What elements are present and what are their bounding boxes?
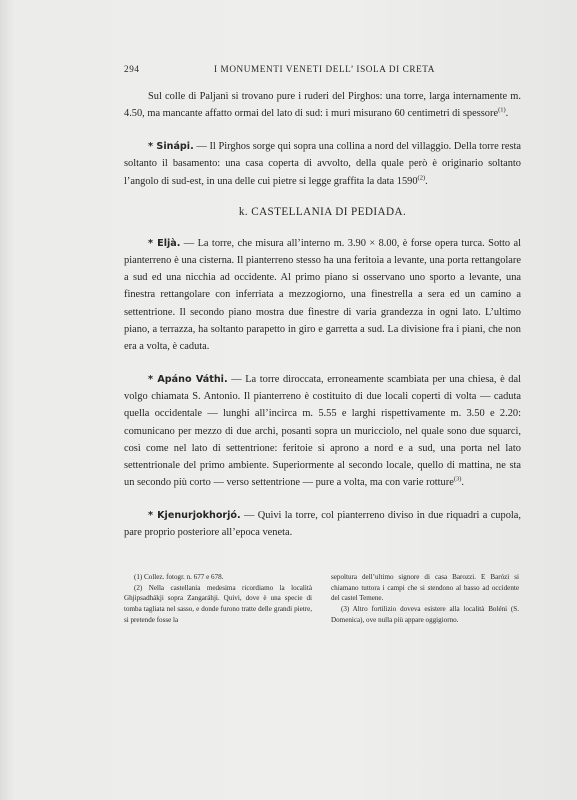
- footnote-continuation: sepoltura dell’ultimo signore di casa Barozzi. E Barózi si chiamano tuttora i campi che si stendono al basso ad occidente del castel Temene.: [331, 573, 519, 603]
- footnotes-right-column: [331, 572, 519, 626]
- paragraph-elja: * Eljà. — La torre, che misura all’interno m. 3.90 × 8.00, è forse opera turca. Sotto al pianterreno è una cisterna. Il pianterreno stesso ha una feritoia a levante, una porta rettangolare a sud ed una nicchia ad occidente. Al primo piano si osservano uno sporto a levante, una finestra rettangolare con inferriata a mezzogiorno, una finestrella a sera ed un camino a settentrione. Il secondo piano mostra due finestre di varia grandezza in ogni lato. L’ultimo piano, a terrazza, ha soltanto parapetto in giro e garretta a sud. La divisione fra i piani, che non era a volta, è caduta.: [124, 237, 521, 352]
- footnote-ref-1: (1): [498, 106, 506, 114]
- place-name: * Eljà.: [148, 237, 181, 249]
- place-name: * Apáno Váthi.: [148, 374, 228, 386]
- place-name: * Kjenurjokhorjó.: [148, 510, 241, 522]
- footnote: (3) Altro fortilizio doveva esistere alla località Boléni (S. Domenica), ove nulla più appare oggigiorno.: [331, 605, 519, 624]
- paragraph-apano-vathi: * Apáno Váthi. — La torre diroccata, erroneamente scambiata per una chiesa, è dal volgo chiamata S. Antonio. Il pianterreno è costituito di due locali coperti di volta — caduta quella occidentale — lunghi all’incirca m. 5.55 e larghi rispettivamente m. 3.50 e 2.20: comunicano per mezzo di due archi, posanti sopra un muricciolo, nel quale sono due squarci, così come nel lato di settentrione: feritoie si aprono a nord e a sud, una porta nel lato settentrionale del primo ambiente. Superiormente al secondo locale, quello di mattina, ne sta un secondo più corto — verso settentrione — pure a volta, ma con varie rotture$^{(3)}$.: [124, 374, 522, 488]
- footnote-ref-3: (3): [453, 475, 462, 483]
- footnote-ref-2: (2): [417, 174, 426, 182]
- footnote: (1) Collez. fotogr. n. 677 e 678.: [134, 573, 224, 581]
- body-text: [124, 88, 521, 541]
- paragraph-paljani: Sul colle di Paljanì si trovano pure i ruderi del Pirghos: una torre, larga internamente m. 4.50, ma mancante affatto ormai del lato di sud: i muri misurano 60 centimetri di spessore$^{(1)}$.: [124, 91, 521, 120]
- paragraph-sinapi: * Sinápi. — Il Pirghos sorge qui sopra una collina a nord del villaggio. Della torre resta soltanto il basamento: una casa coperta di avvolto, della quale però è originario soltanto l’angolo di sud-est, in una delle cui pietre si legge graffita la data 1590$^{(2)}$.: [124, 141, 521, 187]
- page-number: 294: [124, 64, 140, 74]
- paragraph-kjenurjokhorjo: * Kjenurjokhorjó. — Quivi la torre, col pianterreno diviso in due riquadri a cupola, pare proprio posteriore all’epoca veneta.: [124, 510, 521, 539]
- running-title: I MONUMENTI VENETI DELL’ ISOLA DI CRETA: [214, 64, 436, 74]
- footnotes-left-column: [124, 572, 312, 626]
- place-name: * Sinápi.: [148, 141, 194, 153]
- section-heading: k. CASTELLANIA DI PEDIADA.: [238, 205, 407, 218]
- footnote: (2) Nella castellania medesima ricordiamo la località Ghjipsadhákji sopra Zangaráhji. Quivi, dove è una specie di tomba tagliata nel sasso, e donde furono tratte delle grandi pietre, si pretende fosse la: [124, 583, 312, 624]
